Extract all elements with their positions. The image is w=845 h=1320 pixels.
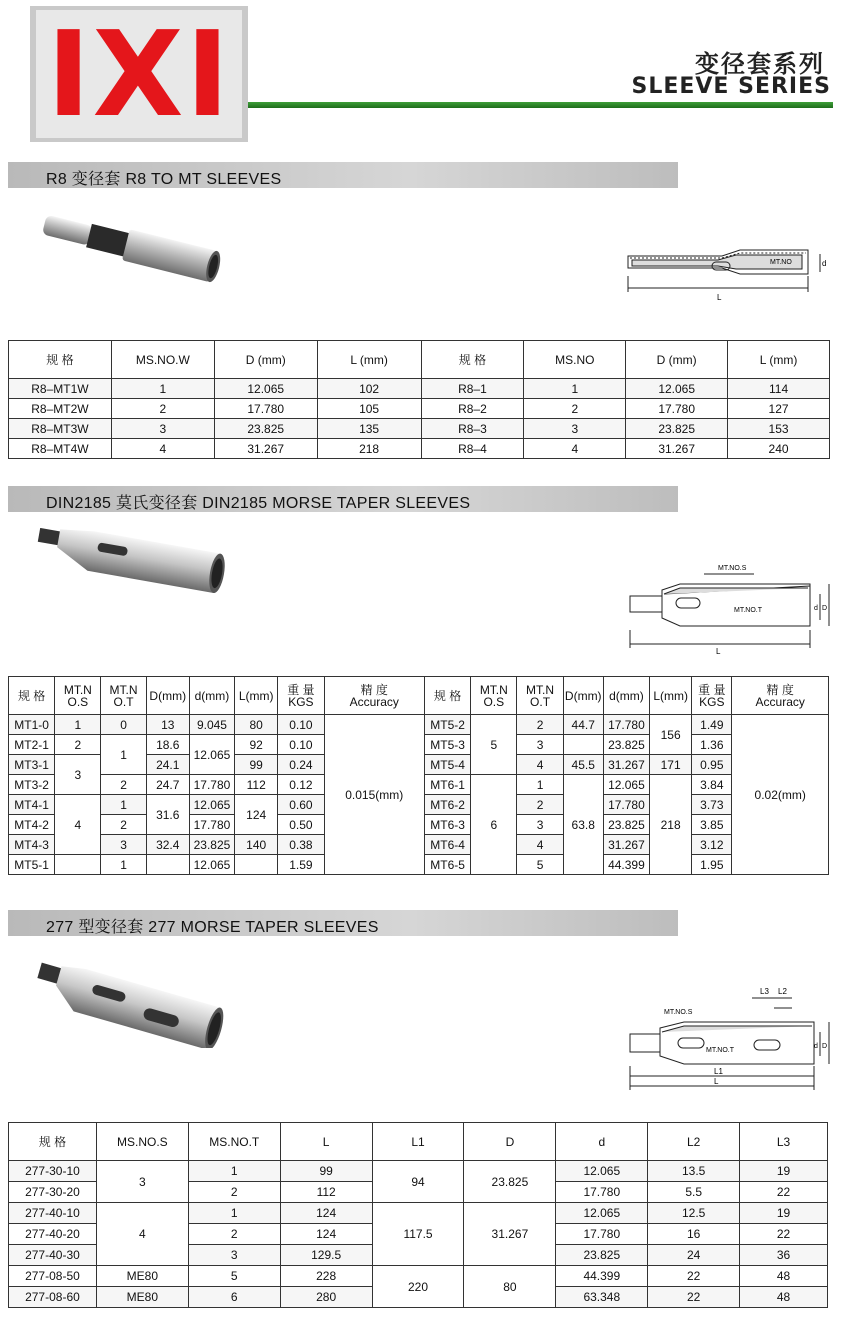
cell: 63.8 bbox=[563, 775, 603, 875]
cell-accuracy: 0.02(mm) bbox=[732, 715, 829, 875]
cell: 24.7 bbox=[146, 775, 189, 795]
col-header: MS.NO.W bbox=[111, 341, 214, 379]
cell: 99 bbox=[235, 755, 278, 775]
cell: 1 bbox=[524, 379, 626, 399]
cell: 2 bbox=[111, 399, 214, 419]
cell: 1.95 bbox=[692, 855, 732, 875]
t277-spec-table bbox=[8, 1122, 828, 1308]
cell: 1 bbox=[55, 715, 101, 735]
cell: 0 bbox=[101, 715, 146, 735]
t277-drawing-mtt-label: MT.NO.T bbox=[706, 1047, 734, 1054]
table-header-row bbox=[9, 341, 830, 379]
col-header-weight bbox=[278, 677, 324, 715]
series-title-cn: 变径套系列 bbox=[695, 50, 825, 78]
cell: 277-30-10 bbox=[9, 1161, 97, 1182]
col-header: L1 bbox=[372, 1123, 464, 1161]
col-header: L2 bbox=[648, 1123, 740, 1161]
header-line: MT.N bbox=[109, 682, 138, 697]
cell: 156 bbox=[650, 715, 692, 755]
cell: 19 bbox=[740, 1203, 828, 1224]
cell: 171 bbox=[650, 755, 692, 775]
din-drawing-mtt-label: MT.NO.T bbox=[734, 607, 762, 614]
cell: 31.267 bbox=[464, 1203, 556, 1266]
cell: 31.267 bbox=[626, 439, 728, 459]
cell: MT6-3 bbox=[424, 815, 470, 835]
section-title-277: 277 型变径套 277 MORSE TAPER SLEEVES bbox=[46, 919, 379, 936]
cell: 45.5 bbox=[563, 755, 603, 775]
cell: 1 bbox=[517, 775, 563, 795]
cell: 3 bbox=[96, 1161, 188, 1203]
cell-accuracy: 0.015(mm) bbox=[324, 715, 424, 875]
col-header: 规 格 bbox=[9, 341, 112, 379]
cell: 280 bbox=[280, 1287, 372, 1308]
cell: MT6-1 bbox=[424, 775, 470, 795]
col-header: 规 格 bbox=[421, 341, 524, 379]
cell: 9.045 bbox=[189, 715, 234, 735]
header-line: 重 量 bbox=[287, 682, 315, 697]
logo-text: IXI bbox=[36, 10, 242, 138]
cell: 23.825 bbox=[626, 419, 728, 439]
cell bbox=[146, 855, 189, 875]
col-header-spec: 规 格 bbox=[424, 677, 470, 715]
cell: 2 bbox=[101, 775, 146, 795]
cell: 44.399 bbox=[556, 1266, 648, 1287]
cell: 80 bbox=[235, 715, 278, 735]
cell: 12.065 bbox=[556, 1161, 648, 1182]
cell: 44.7 bbox=[563, 715, 603, 735]
cell: 32.4 bbox=[146, 835, 189, 855]
col-header-ot bbox=[517, 677, 563, 715]
table-row bbox=[9, 1161, 828, 1182]
cell: MT1-0 bbox=[9, 715, 55, 735]
cell: 19 bbox=[740, 1161, 828, 1182]
cell: 218 bbox=[317, 439, 421, 459]
col-header: D (mm) bbox=[626, 341, 728, 379]
cell: 127 bbox=[728, 399, 830, 419]
cell: 117.5 bbox=[372, 1203, 464, 1266]
cell: 80 bbox=[464, 1266, 556, 1308]
cell: 5 bbox=[188, 1266, 280, 1287]
series-title-en: SLEEVE SERIES bbox=[631, 74, 831, 99]
cell: 4 bbox=[517, 835, 563, 855]
r8-spec-table bbox=[8, 340, 830, 459]
cell: 13.5 bbox=[648, 1161, 740, 1182]
header-line: Accuracy bbox=[755, 694, 805, 709]
cell: 3 bbox=[524, 419, 626, 439]
cell: 277-40-30 bbox=[9, 1245, 97, 1266]
cell: 5 bbox=[471, 715, 517, 775]
header-line: 精 度 bbox=[766, 682, 794, 697]
header-line: Accuracy bbox=[349, 694, 399, 709]
col-header-os bbox=[55, 677, 101, 715]
cell: 277-30-20 bbox=[9, 1182, 97, 1203]
cell: 2 bbox=[517, 715, 563, 735]
cell: 3.73 bbox=[692, 795, 732, 815]
cell: 22 bbox=[648, 1287, 740, 1308]
col-header-D: D(mm) bbox=[563, 677, 603, 715]
cell: 22 bbox=[740, 1224, 828, 1245]
cell: 124 bbox=[280, 1203, 372, 1224]
cell: 12.5 bbox=[648, 1203, 740, 1224]
cell: 12.065 bbox=[603, 775, 649, 795]
cell: 3 bbox=[111, 419, 214, 439]
cell: 2 bbox=[188, 1224, 280, 1245]
col-header: MS.NO.T bbox=[188, 1123, 280, 1161]
cell: 0.60 bbox=[278, 795, 324, 815]
cell: 0.10 bbox=[278, 715, 324, 735]
col-header: D (mm) bbox=[214, 341, 317, 379]
header-line: MT.N bbox=[526, 682, 555, 697]
cell: 22 bbox=[648, 1266, 740, 1287]
cell: 23.825 bbox=[189, 835, 234, 855]
cell bbox=[563, 735, 603, 755]
col-header-d: d(mm) bbox=[603, 677, 649, 715]
cell: 17.780 bbox=[603, 715, 649, 735]
r8-sleeve-photo bbox=[30, 208, 230, 298]
cell: 277-08-50 bbox=[9, 1266, 97, 1287]
table-row bbox=[9, 715, 829, 735]
cell: 112 bbox=[235, 775, 278, 795]
cell: 31.6 bbox=[146, 795, 189, 835]
r8-technical-drawing bbox=[622, 236, 832, 308]
t277-drawing-l-label: L bbox=[714, 1077, 719, 1086]
cell: 63.348 bbox=[556, 1287, 648, 1308]
cell: 17.780 bbox=[556, 1182, 648, 1203]
cell: 48 bbox=[740, 1266, 828, 1287]
cell: 17.780 bbox=[626, 399, 728, 419]
cell: 17.780 bbox=[603, 795, 649, 815]
cell: 2 bbox=[188, 1182, 280, 1203]
cell: 0.95 bbox=[692, 755, 732, 775]
cell: 0.24 bbox=[278, 755, 324, 775]
cell: 3 bbox=[188, 1245, 280, 1266]
section-title-din: DIN2185 莫氏变径套 DIN2185 MORSE TAPER SLEEVES bbox=[46, 495, 471, 512]
cell: 4 bbox=[524, 439, 626, 459]
din-spec-table bbox=[8, 676, 829, 875]
cell: 22 bbox=[740, 1182, 828, 1203]
cell: 2 bbox=[55, 735, 101, 755]
cell: MT5-2 bbox=[424, 715, 470, 735]
r8-drawing-l-label: L bbox=[717, 293, 722, 302]
cell: 6 bbox=[471, 775, 517, 875]
din-technical-drawing bbox=[624, 560, 834, 656]
cell: 0.50 bbox=[278, 815, 324, 835]
t277-drawing-mts-label: MT.NO.S bbox=[664, 1009, 693, 1016]
cell: 23.825 bbox=[603, 735, 649, 755]
cell: 92 bbox=[235, 735, 278, 755]
col-header-ot bbox=[101, 677, 146, 715]
cell: 5.5 bbox=[648, 1182, 740, 1203]
col-header: D bbox=[464, 1123, 556, 1161]
cell: 114 bbox=[728, 379, 830, 399]
cell: 1.36 bbox=[692, 735, 732, 755]
cell: 3 bbox=[101, 835, 146, 855]
col-header-D: D(mm) bbox=[146, 677, 189, 715]
cell: 140 bbox=[235, 835, 278, 855]
cell: 4 bbox=[55, 795, 101, 855]
cell: MT5-4 bbox=[424, 755, 470, 775]
cell: 31.267 bbox=[214, 439, 317, 459]
t277-sleeve-photo bbox=[28, 958, 233, 1048]
cell: 102 bbox=[317, 379, 421, 399]
col-header: d bbox=[556, 1123, 648, 1161]
din-drawing-mts-label: MT.NO.S bbox=[718, 565, 747, 572]
cell: 2 bbox=[524, 399, 626, 419]
cell: R8–2 bbox=[421, 399, 524, 419]
section-title-r8: R8 变径套 R8 TO MT SLEEVES bbox=[46, 171, 282, 188]
cell: 36 bbox=[740, 1245, 828, 1266]
table-row bbox=[9, 399, 830, 419]
t277-drawing-d-big-label: D bbox=[822, 1043, 828, 1050]
cell: 1 bbox=[188, 1161, 280, 1182]
table-header-row bbox=[9, 1123, 828, 1161]
cell: MT4-1 bbox=[9, 795, 55, 815]
col-header-os bbox=[471, 677, 517, 715]
cell: 1.59 bbox=[278, 855, 324, 875]
cell: 17.780 bbox=[214, 399, 317, 419]
cell: MT6-5 bbox=[424, 855, 470, 875]
header-line: O.S bbox=[483, 694, 505, 709]
cell: MT3-1 bbox=[9, 755, 55, 775]
din-drawing-d-big-label: D bbox=[822, 605, 828, 612]
cell: 240 bbox=[728, 439, 830, 459]
cell: MT6-4 bbox=[424, 835, 470, 855]
cell: 31.267 bbox=[603, 835, 649, 855]
cell: 124 bbox=[280, 1224, 372, 1245]
cell: 105 bbox=[317, 399, 421, 419]
cell: 31.267 bbox=[603, 755, 649, 775]
r8-drawing-mt-label: MT.NO bbox=[770, 259, 792, 266]
cell: 12.065 bbox=[189, 735, 234, 775]
cell: 277-40-10 bbox=[9, 1203, 97, 1224]
cell: MT2-1 bbox=[9, 735, 55, 755]
col-header-weight bbox=[692, 677, 732, 715]
t277-drawing-l3-label: L3 bbox=[760, 987, 769, 996]
cell: 129.5 bbox=[280, 1245, 372, 1266]
cell: 228 bbox=[280, 1266, 372, 1287]
col-header-accuracy bbox=[324, 677, 424, 715]
cell: 1 bbox=[101, 855, 146, 875]
cell: R8–MT3W bbox=[9, 419, 112, 439]
cell: MT6-2 bbox=[424, 795, 470, 815]
table-row bbox=[9, 419, 830, 439]
cell: 12.065 bbox=[556, 1203, 648, 1224]
cell: 218 bbox=[650, 775, 692, 875]
cell: 17.780 bbox=[556, 1224, 648, 1245]
cell: 6 bbox=[188, 1287, 280, 1308]
cell: 112 bbox=[280, 1182, 372, 1203]
cell: 99 bbox=[280, 1161, 372, 1182]
din-sleeve-photo bbox=[30, 528, 235, 593]
cell: 12.065 bbox=[189, 795, 234, 815]
header-divider bbox=[248, 102, 833, 108]
cell: 24 bbox=[648, 1245, 740, 1266]
cell: 23.825 bbox=[603, 815, 649, 835]
cell: R8–MT1W bbox=[9, 379, 112, 399]
header-line: O.T bbox=[530, 694, 551, 709]
cell: R8–1 bbox=[421, 379, 524, 399]
cell: 2 bbox=[517, 795, 563, 815]
cell: 3 bbox=[517, 735, 563, 755]
cell: 4 bbox=[517, 755, 563, 775]
table-header-row bbox=[9, 677, 829, 715]
section-header-r8 bbox=[8, 162, 678, 188]
din-drawing-d-small-label: d bbox=[814, 605, 818, 612]
t277-drawing-d-small-label: d bbox=[814, 1043, 818, 1050]
cell: 94 bbox=[372, 1161, 464, 1203]
cell: 23.825 bbox=[464, 1161, 556, 1203]
section-header-din bbox=[8, 486, 678, 512]
table-row bbox=[9, 439, 830, 459]
cell: 3 bbox=[517, 815, 563, 835]
cell: 3.12 bbox=[692, 835, 732, 855]
cell: 4 bbox=[111, 439, 214, 459]
cell: MT4-3 bbox=[9, 835, 55, 855]
cell: ME80 bbox=[96, 1266, 188, 1287]
col-header-spec: 规 格 bbox=[9, 677, 55, 715]
cell: MT3-2 bbox=[9, 775, 55, 795]
header-line: O.T bbox=[113, 694, 134, 709]
cell: 135 bbox=[317, 419, 421, 439]
cell: 1 bbox=[101, 795, 146, 815]
cell: 13 bbox=[146, 715, 189, 735]
col-header-accuracy bbox=[732, 677, 829, 715]
cell: 17.780 bbox=[189, 815, 234, 835]
cell: 48 bbox=[740, 1287, 828, 1308]
cell: 4 bbox=[96, 1203, 188, 1266]
cell: 24.1 bbox=[146, 755, 189, 775]
cell: 18.6 bbox=[146, 735, 189, 755]
col-header-L: L(mm) bbox=[235, 677, 278, 715]
cell: R8–4 bbox=[421, 439, 524, 459]
header-line: O.S bbox=[67, 694, 89, 709]
table-row bbox=[9, 1266, 828, 1287]
t277-drawing-l1-label: L1 bbox=[714, 1067, 723, 1076]
cell: 153 bbox=[728, 419, 830, 439]
cell: MT4-2 bbox=[9, 815, 55, 835]
cell: 17.780 bbox=[189, 775, 234, 795]
r8-drawing-d-label: d bbox=[822, 259, 827, 268]
table-row bbox=[9, 1203, 828, 1224]
col-header: MS.NO bbox=[524, 341, 626, 379]
cell: 16 bbox=[648, 1224, 740, 1245]
cell bbox=[55, 855, 101, 875]
cell: 277-08-60 bbox=[9, 1287, 97, 1308]
col-header-L: L(mm) bbox=[650, 677, 692, 715]
col-header: L (mm) bbox=[728, 341, 830, 379]
cell: 3.84 bbox=[692, 775, 732, 795]
cell: 124 bbox=[235, 795, 278, 835]
cell: 23.825 bbox=[214, 419, 317, 439]
header-line: MT.N bbox=[479, 682, 508, 697]
col-header: MS.NO.S bbox=[96, 1123, 188, 1161]
header-line: 重 量 bbox=[698, 682, 726, 697]
ixi-logo bbox=[30, 6, 248, 142]
t277-drawing-l2-label: L2 bbox=[778, 987, 787, 996]
cell: 3 bbox=[55, 755, 101, 795]
t277-technical-drawing bbox=[624, 982, 834, 1094]
cell: 12.065 bbox=[189, 855, 234, 875]
cell: 3.85 bbox=[692, 815, 732, 835]
cell: ME80 bbox=[96, 1287, 188, 1308]
din-drawing-l-label: L bbox=[716, 647, 721, 656]
cell: MT5-3 bbox=[424, 735, 470, 755]
cell: 1.49 bbox=[692, 715, 732, 735]
header-line: KGS bbox=[699, 694, 725, 709]
cell: R8–MT4W bbox=[9, 439, 112, 459]
col-header: L bbox=[280, 1123, 372, 1161]
col-header: L (mm) bbox=[317, 341, 421, 379]
col-header: L3 bbox=[740, 1123, 828, 1161]
header-line: KGS bbox=[288, 694, 314, 709]
cell: 2 bbox=[101, 815, 146, 835]
cell: 12.065 bbox=[626, 379, 728, 399]
header-line: MT.N bbox=[63, 682, 92, 697]
cell: 44.399 bbox=[603, 855, 649, 875]
cell: 277-40-20 bbox=[9, 1224, 97, 1245]
col-header: 规 格 bbox=[9, 1123, 97, 1161]
cell: 220 bbox=[372, 1266, 464, 1308]
cell: 0.10 bbox=[278, 735, 324, 755]
cell: 0.12 bbox=[278, 775, 324, 795]
cell: 1 bbox=[111, 379, 214, 399]
cell: R8–MT2W bbox=[9, 399, 112, 419]
cell: 1 bbox=[188, 1203, 280, 1224]
cell bbox=[235, 855, 278, 875]
header-line: 精 度 bbox=[360, 682, 388, 697]
cell: 1 bbox=[101, 735, 146, 775]
cell: 5 bbox=[517, 855, 563, 875]
section-header-277 bbox=[8, 910, 678, 936]
cell: 0.38 bbox=[278, 835, 324, 855]
cell: MT5-1 bbox=[9, 855, 55, 875]
cell: 23.825 bbox=[556, 1245, 648, 1266]
col-header-d: d(mm) bbox=[189, 677, 234, 715]
cell: R8–3 bbox=[421, 419, 524, 439]
cell: 12.065 bbox=[214, 379, 317, 399]
table-row bbox=[9, 379, 830, 399]
